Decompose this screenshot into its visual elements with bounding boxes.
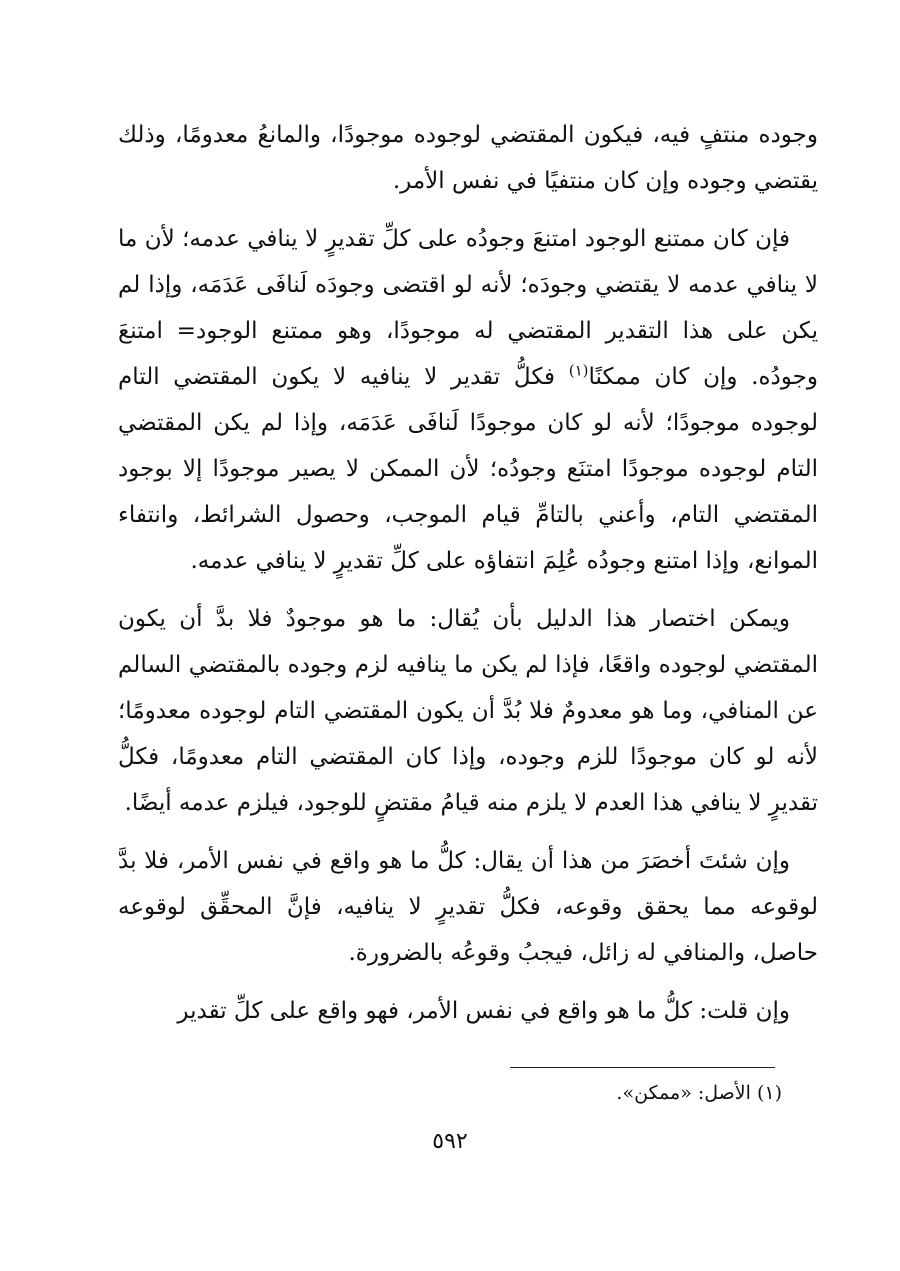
page-number: ٥٩٢ xyxy=(432,1129,468,1154)
paragraph-1: وجوده منتفٍ فيه، فيكون المقتضي لوجوده موجودًا، والمانعُ معدومًا، وذلك يقتضي وجوده وإن كان منتفيًا في نفس الأمر. xyxy=(118,122,818,194)
footnote-reference: (١) xyxy=(568,361,589,380)
body-text xyxy=(118,112,818,1046)
paragraph-2-text-a: فإن كان ممتنع الوجود امتنعَ وجودُه على كلِّ تقديرٍ لا ينافي عدمه؛ لأن ما لا ينافي عدمه لا يقتضي وجودَه؛ لأنه لو اقتضى وجودَه لَنافَى عَدَمَه، وإذا لم يكن على هذا التقدير المقتضي له موجودًا، وهو ممتنع الوجود= امتنعَ وجودُه. وإن كان ممكنًا xyxy=(118,226,818,390)
paragraph-2 xyxy=(118,216,818,584)
paragraph-2-text-b: فكلُّ تقدير لا ينافيه لا يكون المقتضي التام لوجوده موجودًا؛ لأنه لو كان موجودًا لَنافَى عَدَمَه، وإذا لم يكن المقتضي التام لوجوده موجودًا امتنَع وجودُه؛ لأن الممكن لا يصير موجودًا إلا بوجود المقتضي التام، وأعني بالتامِّ قيام الموجب، وحصول الشرائط، وانتفاء الموانع، وإذا امتنع وجودُه عُلِمَ انتفاؤه على كلِّ تقديرٍ لا ينافي عدمه. xyxy=(118,364,818,574)
paragraph-3: ويمكن اختصار هذا الدليل بأن يُقال: ما هو موجودٌ فلا بدَّ أن يكون المقتضي لوجوده واقعًا، فإذا لم يكن ما ينافيه لزم وجوده بالمقتضي السالم عن المنافي، وما هو معدومٌ فلا بُدَّ أن يكون المقتضي التام لوجوده معدومًا؛ لأنه لو كان موجودًا للزم وجوده، وإذا كان المقتضي التام معدومًا، فكلُّ تقديرٍ لا ينافي هذا العدم لا يلزم منه قيامُ مقتضٍ للوجود، فيلزم عدمه أيضًا. xyxy=(118,606,818,816)
paragraph-5: وإن قلت: كلُّ ما هو واقع في نفس الأمر، فهو واقع على كلِّ تقدير xyxy=(177,998,790,1024)
footnote-divider xyxy=(510,1067,775,1068)
footnote: (١) الأصل: «ممكن». xyxy=(616,1082,782,1104)
paragraph-4: وإن شئتَ أخصَرَ من هذا أن يقال: كلُّ ما هو واقع في نفس الأمر، فلا بدَّ لوقوعه مما يحقق وقوعه، فكلُّ تقديرٍ لا ينافيه، فإنَّ المحقِّق لوقوعه حاصل، والمنافي له زائل، فيجبُ وقوعُه بالضرورة. xyxy=(118,848,818,966)
